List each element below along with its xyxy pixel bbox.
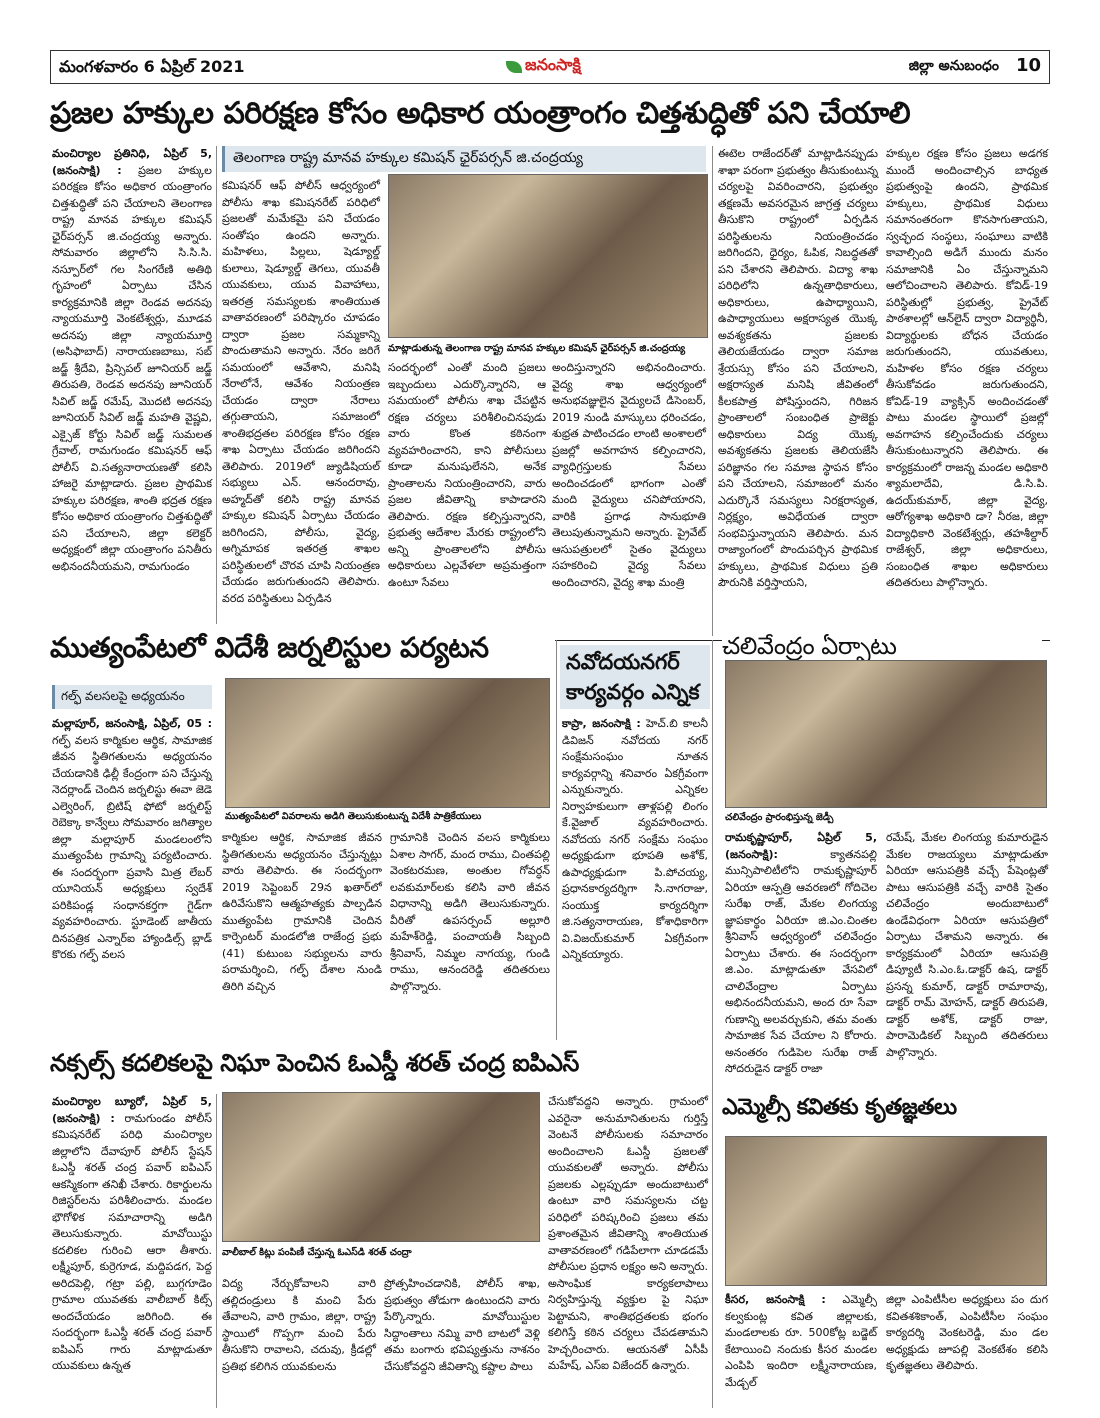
story2-headline: ముత్యంపేటలో విదేశీ జర్నలిస్టుల పర్యటన [50,624,555,672]
story4-col2 [886,830,1048,1059]
story1-col2 [222,178,380,636]
story3-dateline: కాప్రా, జనంసాక్షి : [562,717,641,730]
story2-kicker-text: గల్ఫ్ వలసలపై అధ్యయనం [61,689,185,703]
section-name: జిల్లా అనుబంధం [908,58,999,74]
story5-photo [222,1092,540,1242]
story4-col1 [725,830,877,1075]
story4-dateline: రామకృష్ణాపూర్, ఏప్రిల్ 5, (జనంసాక్షి): [725,831,877,861]
page-number: 10 [1015,55,1041,76]
story6-dateline: కీసర, జనంసాక్షి : [725,1293,826,1306]
story2-dateline: మల్లాపూర్, జనంసాక్షి, ఏప్రిల్, 05 : [52,717,212,730]
story1-col2-text: కమిషనర్ ఆఫ్ పోలీస్ ఆధ్వర్యంలో పోలీసు శాఖ కమిషనరేట్ పరిధిలో ప్రజలతో మమేకమై పని చేయడం సంతోషం ఉందని అన్నారు. మహిళలు, పిల్లలు, షెడ్యూల్డ్ కులాలు, షెడ్యూల్డ్ తెగలు, యువతీ యువకులు, యువ వివాహాలు, ఇతరత్ర సమస్యలకు శాంతియుత వాతావరణంలో పరిష్కారం చూపడం ద్వారా ప్రజల సమ్మకాన్ని పొందుతామని అన్నారు. నేరం జరిగే సమయంలో ఆవేశాని, మనిషి నేరాలోనే, ఆవేశం నియంత్రణ చేయడం ద్వారా నేరాలు తగ్గుతాయని, సమాజంలో శాంతిభద్రతల పరిరక్షణ కోసం రక్షణ శాఖ ఏర్పాటు చేయడం జరిగిందని తెలిపారు. 2019లో జ్యుడిషియల్ సభ్యులు ఎన్. ఆనందరావు, అహ్మద్‌తో కలిసి రాష్ట్ర మానవ హక్కుల కమిషన్ ఏర్పాటు చేయడం జరిగిందని, పోలీసు, వైద్య, అగ్నిమాపక ఇతరత్ర శాఖల పరిస్థితులలో చొరవ చూపి నియంత్రణ చేయడం జరుగుతుందని తెలిపారు. వరద పరిస్థితులు ఏర్పడిన [222,179,380,605]
story1-col3-text: సందర్భంలో ఎంతో మంది ప్రజలు ఇబ్బందులు ఎదుర్కొన్నారని, ఆ సమయంలో పోలీసు శాఖ చేపట్టిన రక్షణ చర్యలు పరిశీలించినపుడు వారు కొంత కఠినంగా వ్యవహరించారని, కాని పోలీసులు కూడా మనుషులేనని, అనేక ప్రాంతాలను నియంత్రించారని, వారు ప్రజల జీవితాన్ని కాపాడారని తెలిపారు. రక్షణ కల్పిస్తున్నారని, ప్రభుత్వ ఆదేశాల మేరకు రాష్ట్రంలోని అన్ని ప్రాంతాలలోని పోలీసు అధికారులు ఎల్లవేళలా అప్రమత్తంగా ఉంటూ సేవలు [388,361,546,589]
story5-col2 [222,1276,376,1408]
masthead [50,50,1050,84]
story1-headline: ప్రజల హక్కుల పరిరక్షణ కోసం అధికార యంత్రాంగం చిత్తశుద్ధితో పని చేయాలి [50,96,911,131]
story4-photo-caption: చలివేంద్రం ప్రారంభిస్తున్న జెడ్పీ [725,812,834,823]
story2-col3-text: గ్రామానికి చెందిన వలస కార్మికులు ఏశాల సాగర్, మంద రాము, చింతపల్లి వెంకటరమణ, అంతుల గోవర్ధన్ లవకుమార్‌లకు కలిసి వారి జీవన విధానాన్ని అడిగి తెలుసుకున్నారు. వీరితో ఉపసర్పంచ్ అల్లూరి మహేశ్‌రెడ్డి, పంచాయతీ సిబ్బంది శ్రీనివాస్, నిమ్మల నాగయ్య, గుండి రాము, ఆనందరెడ్డి తదితరులు పాల్గొన్నారు. [390,831,550,993]
story4-col2-text: రమేష్, మేకల లింగయ్య కుమారుడైన మేకల రాజయ్యలు మాట్లాడుతూ ఏరియా ఆసుపత్రికి వచ్చే పేషెంట్లతో పాటు ఆసుపత్రికి వచ్చే వారికి సైతం చలివేంద్రం అందుబాటులో ఉండేవిధంగా ఏరియా ఆసుపత్రిలో ఏర్పాటు చేశామని అన్నారు. ఈ కార్యక్రమంలో ఏరియా ఆసుపత్రి డిప్యూటీ సి.ఎం.ఓ.డాక్టర్ ఉష, డాక్టర్ ప్రసన్న కుమార్, డాక్టర్ రామారావు, డాక్టర్ రామ్ మోహన్, డాక్టర్ తిరుపతి, డాక్టర్ అశోక్, డాక్టర్ రాజు, పారామెడికల్ సిబ్బంది తదితరులు పాల్గొన్నారు. [886,831,1048,1059]
logo-text: జనంసాక్షి [525,55,581,74]
story6-col2 [886,1292,1048,1408]
story1-photo-caption: మాట్లాడుతున్న తెలంగాణ రాష్ట్ర మానవ హక్కుల కమిషన్ ఛైర్‌పర్సన్ జి.చంద్రయ్య [388,343,686,354]
story1-col6 [886,146,1048,636]
story5-col3 [384,1276,540,1408]
story1-dateline: మంచిర్యాల ప్రతినిధి, ఏప్రిల్ 5, (జనంసాక్షి) : [52,147,212,177]
story6-col2-text: జిల్లా ఎంపిటీసీల అధ్యక్షులు పం దుగ కవితశశికాంత్, ఎంపిటీసీల సంఘం కార్యదర్శి వెంకటరెడ్డి, మం డల అధ్యక్షుడు జూపల్లి వెంకటేశం కలిసి కృతజ్ఞతలు తెలిపారు. [886,1293,1048,1372]
issue-date: మంగళవారం 6 ఏప్రిల్ 2021 [59,57,245,76]
story1-subhead [222,146,706,172]
story5-photo-caption: వాలీబాల్ కిట్లు పంపిణీ చేస్తున్న ఓఎస్‌డి శరత్ చంద్రా [222,1247,412,1258]
column-rule [556,640,557,1050]
story5-col2-text: విద్య నేర్చుకోవాలని వారి తల్లిదండ్రులు కి మంచి పేరు తేవాలని, వారి గ్రామం, జిల్లా, రాష్ట్ర స్థాయిలో గొప్పగా మంచి పేరు తీసుకొని రావాలని, చదువు, క్రీడల్లో ప్రతిభ కలిగిన యువకులను [222,1277,376,1373]
story4-photo [725,660,1047,808]
story1-col5-text: ఈటెల రాజేందర్‌తో మాట్లాడినప్పుడు శాఖా పరంగా ప్రభుత్వం తీసుకుంటున్న చర్యలపై వివరించారని, ప్రభుత్వం తక్షణమే అవసరమైన జాగ్రత్త చర్యలు తీసుకొని రాష్ట్రంలో ఏర్పడిన పరిస్థితులను నియంత్రించడం జరిగిందని, ధైర్యం, ఓపిక, నిబద్ధతతో పని చేశారని తెలిపారు. విద్యా శాఖ పరిధిలోని ఉన్నతాధికారులు, అధికారులు, ఉపాధ్యాయిని, ఉపాధ్యాయులు అక్షరాస్యత యొక్క అవశ్యకతను ప్రజలకు తెలియజేయడం ద్వారా సమాజ శ్రేయస్సు కోసం పని చేయాలని, అక్షరాస్యత మనిషి జీవితంలో కీలకపాత్ర పోషిస్తుందని, గిరిజన ప్రాంతాలలో సంబంధిత ప్రాజెక్టు అధికారులు విద్య యొక్క అవశ్యకతను ప్రజలకు తెలియజేసి పరిజ్ఞానం గల సమాజ స్థాపన కోసం పని చేయాలని, సమాజంలో మనం ఎదుర్కొనే సమస్యలు నిరక్షరాస్యత, నిర్లక్ష్యం, అవిధేయత ద్వారా సంభవిస్తున్నాయని తెలిపారు. మన రాజ్యాంగంలో పొందుపర్చిన ప్రాథమిక హక్కులు, ప్రాథమిక విధులు ప్రతి పౌరునికి వర్తిస్తాయని, [718,147,878,589]
story3-headline: నవోదయనగర్ కార్యవర్గం ఎన్నిక [566,650,700,704]
column-rule [216,146,217,636]
story1-col4-text: అందిస్తున్నారని అభినందించారు. వైద్య శాఖ ఆధ్వర్యంలో అనుభవజ్ఞులైన వైద్యులచే డిసెంబర్, 2019 నుండి మాస్కులు ధరించడం, శుభ్రత పాటించడం లాంటి అంశాలలో ప్రజల్లో అవగాహన కల్పించారని, వ్యాధిగ్రస్తులకు సేవలు అందించడంలో భాగంగా ఎంతో మంది వైద్యులు చనిపోయారని, వారికి ప్రగాఢ సానుభూతి తెలుపుతున్నామని అన్నారు. ప్రైవేట్ ఆసుపత్రులలో సైతం వైద్యులు సహకరించి వైద్య సేవలు అందించారని, వైద్య శాఖ మంత్రి [552,361,706,589]
story5-headline: నక్సల్స్ కదలికలపై నిఘా పెంచిన ఓఎస్డీ శరత్ చంద్ర ఐపిఎస్ [50,1040,712,1086]
story1-col1 [52,146,212,636]
column-rule [712,146,713,636]
story1-col1-text: ప్రజల హక్కుల పరిరక్షణ కోసం అధికార యంత్రాంగం చిత్తశుద్ధితో పని చేయాలని తెలంగాణ రాష్ట్ర మానవ హక్కుల కమిషన్ ఛైర్‌పర్సన్ జి.చంద్రయ్య అన్నారు. సోమవారం జిల్లాలోని సి.సి.సి. నస్పూర్‌లో గల సింగరేణి అతిథి గృహంలో ఏర్పాటు చేసిన కార్యక్రమానికి జిల్లా రెండవ అదనపు న్యాయమూర్తి వెంకటేశ్వర్లు, మూడవ అదనపు జిల్లా న్యాయమూర్తి (అసిఫాబాద్) నారాయణబాబు, సబ్ జడ్జ్ శ్రీదేవి, ప్రిన్సిపల్ జూనియర్ జడ్జ్ తిరుపతి, రెండవ అదనపు జూనియర్ సివిల్ జడ్జ్ రమేష్, మొదటి అదనపు జూనియర్ సివిల్ జడ్జ్ మహతి వైష్ణవి, ఎక్సైజ్ కోర్టు సివిల్ జడ్జ్ సుమలత గ్రేవాల్, రామగుండం కమిషనర్ ఆఫ్ పోలీస్ వి.సత్యనారాయణతో కలిసి హాజరై మాట్లాడారు. ప్రజల ప్రాథమిక హక్కుల పరిరక్షణ, శాంతి భద్రత రక్షణ కోసం అధికార యంత్రాంగం చిత్తశుద్ధితో పని చేయాలని, జిల్లా కలెక్టర్ అధ్యక్షంలో జిల్లా యంత్రాంగం పనితీరు అభినందనీయమని, రామగుండం [52,163,212,573]
story2-photo [225,678,550,808]
story2-photo-caption: ముత్యంపేటలో వివరాలను అడిగి తెలుసుకుంటున్న విదేశీ పాత్రికేయులు [225,811,482,822]
story5-col4-text: చేసుకోవద్దని అన్నారు. గ్రామంలో ఎవరైనా అనుమానితులను గుర్తిస్తే వెంటనే పోలీసులకు సమాచారం అందించాలని ఓఎస్డీ ప్రజలతో యువకులతో అన్నారు. పోలీసు ప్రజలకు ఎల్లప్పుడూ అందుబాటులో ఉంటూ వారి సమస్యలను చట్ట పరిధిలో పరిష్కరించి ప్రజలు తమ ప్రశాంతమైన జీవితాన్ని శాంతియుత వాతావరణంలో గడిపేలాగా చూడడమే పోలీసుల ప్రధాన లక్ష్యం అని అన్నారు. అసాంఘిక కార్యకలాపాలు నిర్వహిస్తున్న వ్యక్తుల పై నిఘా పెట్టామని, శాంతిభద్రతలకు భంగం కలిగిస్తే కఠిన చర్యలు చేపడతామని హెచ్చరించారు. ఆయనతో ఏసీపీ మహేష్, ఎస్ఐ విజేందర్ ఉన్నారు. [548,1095,708,1372]
story6-col1 [725,1292,877,1408]
story2-col1 [52,716,212,1046]
column-rule [712,1050,713,1408]
story6-col1-text: ఎమ్మెల్సీ కల్వకుంట్ల కవిత జిల్లాలకు, మండలాలకు రూ. 500కోట్ల బడ్జెట్ కేటాయించి నందుకు కీసర మండల ఎంపిపి ఇందిరా లక్ష్మీనారాయణ, మేడ్చల్ [725,1293,877,1389]
story1-col4 [552,360,706,636]
story1-subhead-text: తెలంగాణ రాష్ట్ర మానవ హక్కుల కమిషన్ ఛైర్‌పర్సన్ జి.చంద్రయ్య [233,150,583,166]
story1-col6-text: హక్కుల రక్షణ కోసం ప్రజలు అడగక ముందే అందించాల్సిన బాధ్యత ప్రభుత్వంపై ఉందని, ప్రాథమిక హక్కులు, ప్రాథమిక విధులు సమానంతరంగా కొనసాగుతాయని, స్వచ్ఛంద సంస్థలు, సంఘాలు వాటికి కావాల్సింది అడిగే ముందు మనం సమాజానికి ఏం చేస్తున్నామని ఆలోచించాలని తెలిపారు. కోవిడ్-19 పరిస్థితుల్లో ప్రభుత్వ, ప్రైవేట్ పాఠశాలల్లో ఆన్‌లైన్ ద్వారా విద్యార్థినీ, విద్యార్థులకు బోధన చేయడం జరుగుతుందని, యువతులు, మహిళల కోసం రక్షణ చర్యలు తీసుకోవడం జరుగుతుందని, కోవిడ్-19 వ్యాక్సిన్ అందించడంతో పాటు మండల స్థాయిలో ప్రజల్లో అవగాహన కల్పించేందుకు చర్యలు తీసుకుంటున్నారని తెలిపారు. ఈ కార్యక్రమంలో రాజన్న మండల అధికారి శ్యామలాదేవి, డి.సి.పి. ఉదయ్‌కుమార్, జిల్లా వైద్య, ఆరోగ్యశాఖ అధికారి డా? నీరజ, జిల్లా విద్యాధికారి వెంకటేశ్వర్లు, తహశీల్దార్ రాజేశ్వర్, జిల్లా అధికారులు, సంబంధిత శాఖల అధికారులు తదితరులు పాల్గొన్నారు. [886,147,1048,589]
story6-photo [725,1136,1047,1286]
story1-col5 [718,146,878,636]
story1-col3 [388,360,546,636]
story5-dateline: మంచిర్యాల బ్యూరో, ఏప్రిల్ 5, (జనంసాక్షి) : [52,1095,212,1125]
story2-col1-text: గల్ఫ్ వలస కార్మికుల ఆర్థిక, సామాజిక జీవన స్థితిగతులను అధ్యయనం చేయడానికి ఢిల్లీ కేంద్రంగా పని చేస్తున్న నెదర్లాండ్ చెందిన జర్నలిస్టు ఈవా జెడె ఎల్వెరింగ్, బ్రిటిష్ ఫోటో జర్నలిస్ట్ రెబెక్కా కాన్వేలు సోమవారం జగిత్యాల జిల్లా మల్లాపూర్ మండలంలోని ముత్యంపేట గ్రామాన్ని పర్యటించారు. ఈ సందర్భంగా ప్రవాసి మిత్ర లేబర్ యూనియన్ అధ్యక్షులు స్వదేశ్ పరికిపండ్ల సంధానకర్తగా గైడ్‌గా వ్యవహరించారు. స్టూడెంట్ జాతీయ దినపత్రిక ఎన్నార్ఐ హ్యాండిల్స్ బ్లాడ్ కొరకు గల్ఫ్ వలస [52,733,212,961]
story5-col1 [52,1094,212,1408]
story5-col3-text: ప్రోత్సహించడానికి, పోలీస్ శాఖ, ప్రభుత్వం తోడుగా ఉంటుందని వారు పేర్కొన్నారు. మావోయిస్టుల సిద్ధాంతాలు నమ్మి వారి బాటలో వెళ్లి తమ బంగారు భవిష్యత్తును నాశనం చేసుకోవద్దని జీవితాన్ని కష్టాల పాలు [384,1277,540,1373]
story4-headline: చలివేంద్రం ఏర్పాటు [722,626,1042,666]
column-rule [216,1094,217,1408]
newspaper-logo [506,55,581,78]
story2-col3 [390,830,550,1046]
story3-headline-box [560,645,710,709]
story2-col2 [222,830,382,1046]
story3-col1 [562,716,708,1046]
leaf-icon [506,61,522,73]
story1-photo [388,174,708,338]
column-rule [712,640,713,1050]
story2-col2-text: కార్మికుల ఆర్థిక, సామాజిక జీవన స్థితిగతులను అధ్యయనం చేస్తున్నట్లు వారు తెలిపారు. ఈ సందర్భంగా 2019 సెప్టెంబర్ 29న ఖతార్‌లో ఉరివేసుకొని ఆత్మహత్యకు పాల్పడిన ముత్యంపేట గ్రామానికి చెందిన కార్పెంటర్ మండలోజి రాజేంద్ర ప్రభు (41) కుటుంబ సభ్యులను వారు పరామర్శించి, గల్ఫ్ దేశాల నుండి తిరిగి వచ్చిన [222,831,382,993]
story5-col1-text: రామగుండం పోలీస్ కమిషనరేట్ పరిధి మంచిర్యాల జిల్లాలోని దేవాపూర్ పోలీస్ స్టేషన్ ఓఎస్డీ శరత్ చంద్ర పవార్ ఐపిఎస్ ఆకస్మికంగా తనిఖీ చేశారు. రికార్డులను రిజిస్టర్‌లను పరిశీలించారు. మండల భౌగోళిక సమాచారాన్ని అడిగి తెలుసుకున్నారు. మావోయిస్టు కదలికల గురించి ఆరా తీశారు. లక్ష్మీపూర్, కుర్రెగూడ, మద్దిపడగ, పెద్ద అరిదపెల్లి, గట్రా పల్లి, బుగ్గగూడెం గ్రామాల యువతకు వాలీబాల్ కిట్స్ అందచేయడం జరిగింది. ఈ సందర్భంగా ఓఎస్డీ శరత్ చంద్ర పవార్ ఐపిఎస్ గారు మాట్లాడుతూ యువకులు ఉన్నత [52,1111,212,1372]
story2-kicker [52,685,212,709]
story6-headline: ఎమ్మెల్సీ కవితకు కృతజ్ఞతలు [722,1095,957,1120]
story4-col1-text: క్యాతనపల్లి మున్సిపాలిటీలోని రామకృష్ణాపూర్ ఏరియా ఆస్పత్రి ఆవరణలో గోదిచెల సురేఖ రాజ్, మేకల లింగయ్య జ్ఞాపకార్థం ఏరియా జి.ఎం.చింతల శ్రీనివాస్ ఆధ్వర్యంలో చలివేంద్రం ఏర్పాటు చేశారు. ఈ సందర్భంగా జి.ఎం. మాట్లాడుతూ వేసవిలో చాలివేంద్రాల ఏర్పాటు అభినందనీయమని, అంద రూ సేవా గుణాన్ని అలవర్చుకుని, తమ వంతు సామాజిక సేవ చేయాల ని కోరారు. అనంతరం గుడిపెల సురేఖ రాజ్ సోదరుడైన డాక్టర్ రాజా [725,847,877,1075]
story5-col4 [548,1094,708,1408]
story3-col1-text: హెచ్.బి కాలనీ డివిజన్ నవోదయ నగర్ సంక్షేమసంఘం నూతన కార్యవర్గాన్ని శనివారం ఏకగ్రీవంగా ఎన్నుకున్నారు. ఎన్నికల నిర్వాహకులుగా తాళ్లపల్లి లింగం కే.వైజాల్ వ్యవహరించారు. నవోదయ నగర్ సంక్షేమ సంఘం అధ్యక్షుడుగా భూపతి అశోక్, ఉపాధ్యక్షుడుగా పి.పోచయ్య, ప్రధానకార్యదర్శిగా సి.నాగరాజు, సంయుక్త కార్యదర్శిగా జి.సత్యనారాయణ, కోశాధికారిగా వి.విజయ్‌కుమార్ ఏకగ్రీవంగా ఎన్నికయ్యారు. [562,717,708,961]
